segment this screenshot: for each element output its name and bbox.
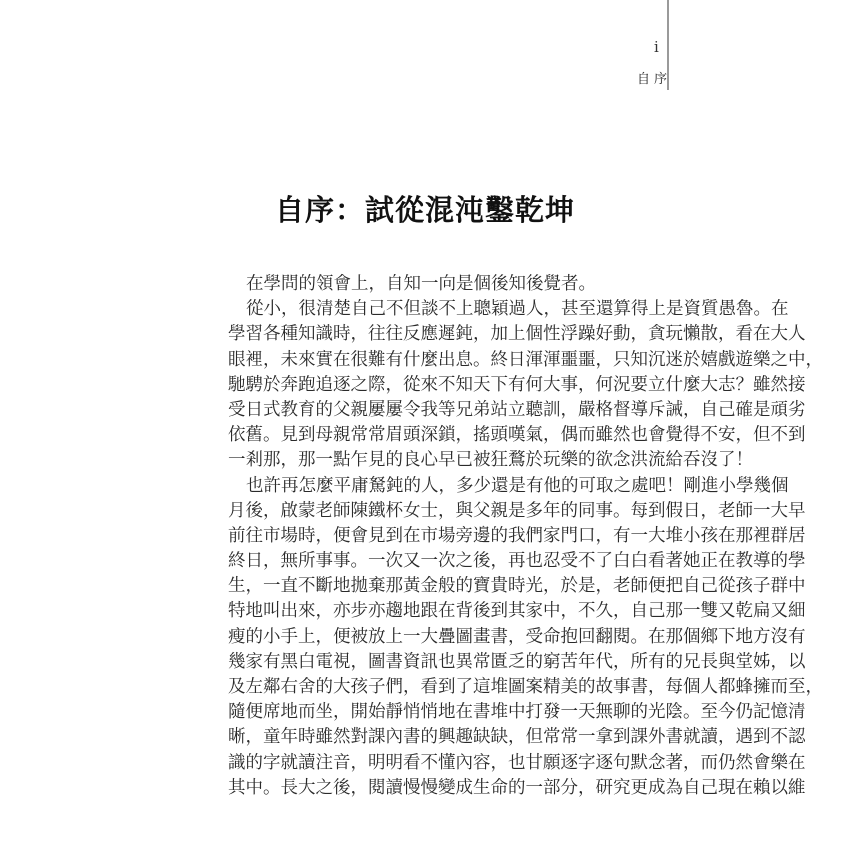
text-line: 從小，很清楚自己不但談不上聰穎過人，甚至還算得上是資質愚魯。在 bbox=[246, 299, 789, 320]
body-text bbox=[228, 272, 823, 801]
text-line: 生，一直不斷地拋棄那黃金般的寶貴時光，於是，老師便把自己從孩子群中 bbox=[228, 576, 806, 597]
text-line: 學習各種知識時，往往反應遲鈍，加上個性浮躁好動，貪玩懶散，看在大人 bbox=[228, 324, 806, 345]
text-line: 馳騁於奔跑追逐之際，從來不知天下有何大事，何況要立什麼大志？雖然接 bbox=[228, 374, 806, 395]
text-line: 在學問的領會上，自知一向是個後知後覺者。 bbox=[246, 274, 596, 294]
text-line: 晰，童年時雖然對課內書的興趣缺缺，但常常一拿到課外書就讀，遇到不認 bbox=[228, 727, 806, 748]
text-line: 隨便席地而坐，開始靜悄悄地在書堆中打發一天無聊的光陰。至今仍記憶清 bbox=[228, 702, 806, 723]
text-line: 月後，啟蒙老師陳鐵杯女士，與父親是多年的同事。每到假日，老師一大早 bbox=[228, 500, 806, 521]
page-title: 自序：試從混沌鑿乾坤 bbox=[274, 193, 575, 227]
text-line: 瘦的小手上，便被放上一大疊圖畫書，受命抱回翻閱。在那個鄉下地方沒有 bbox=[228, 626, 806, 647]
text-line: 前往市場時，便會見到在市場旁邊的我們家門口，有一大堆小孩在那裡群居 bbox=[228, 525, 806, 546]
text-line: 受日式教育的父親屢屢令我等兄弟站立聽訓，嚴格督導斥誡，自己確是頑劣 bbox=[228, 399, 806, 420]
text-line: 依舊。見到母親常常眉頭深鎖，搖頭嘆氣，偶而雖然也會覺得不安，但不到 bbox=[228, 425, 806, 446]
text-line: 也許再怎麼平庸駑鈍的人，多少還是有他的可取之處吧！剛進小學幾個 bbox=[246, 475, 789, 496]
text-line: 及左鄰右舍的大孩子們，看到了這堆圖案精美的故事書，每個人都蜂擁而至， bbox=[228, 677, 823, 697]
text-line: 特地叫出來，亦步亦趨地跟在背後到其家中，不久，自己那一雙又乾扁又細 bbox=[228, 601, 806, 622]
text-line: 其中。長大之後，閱讀慢慢變成生命的一部分，研究更成為自己現在賴以維 bbox=[228, 777, 806, 798]
text-line: 識的字就讀注音，明明看不懂內容，也甘願逐字逐句默念著，而仍然會樂在 bbox=[228, 752, 806, 773]
text-line: 終日，無所事事。一次又一次之後，再也忍受不了白白看著她正在教導的學 bbox=[228, 551, 806, 572]
running-title: 自序 bbox=[637, 72, 672, 87]
text-line: 一剎那，那一點乍見的良心早已被狂鶩於玩樂的欲念洪流給吞沒了！ bbox=[228, 450, 753, 471]
text-line: 幾家有黑白電視，圖書資訊也異常匱乏的窮苦年代，所有的兄長與堂姊，以 bbox=[228, 651, 806, 672]
page-number: i bbox=[654, 38, 659, 56]
text-line: 眼裡，未來實在很難有什麼出息。終日渾渾噩噩，只知沉迷於嬉戲遊樂之中， bbox=[228, 349, 823, 370]
